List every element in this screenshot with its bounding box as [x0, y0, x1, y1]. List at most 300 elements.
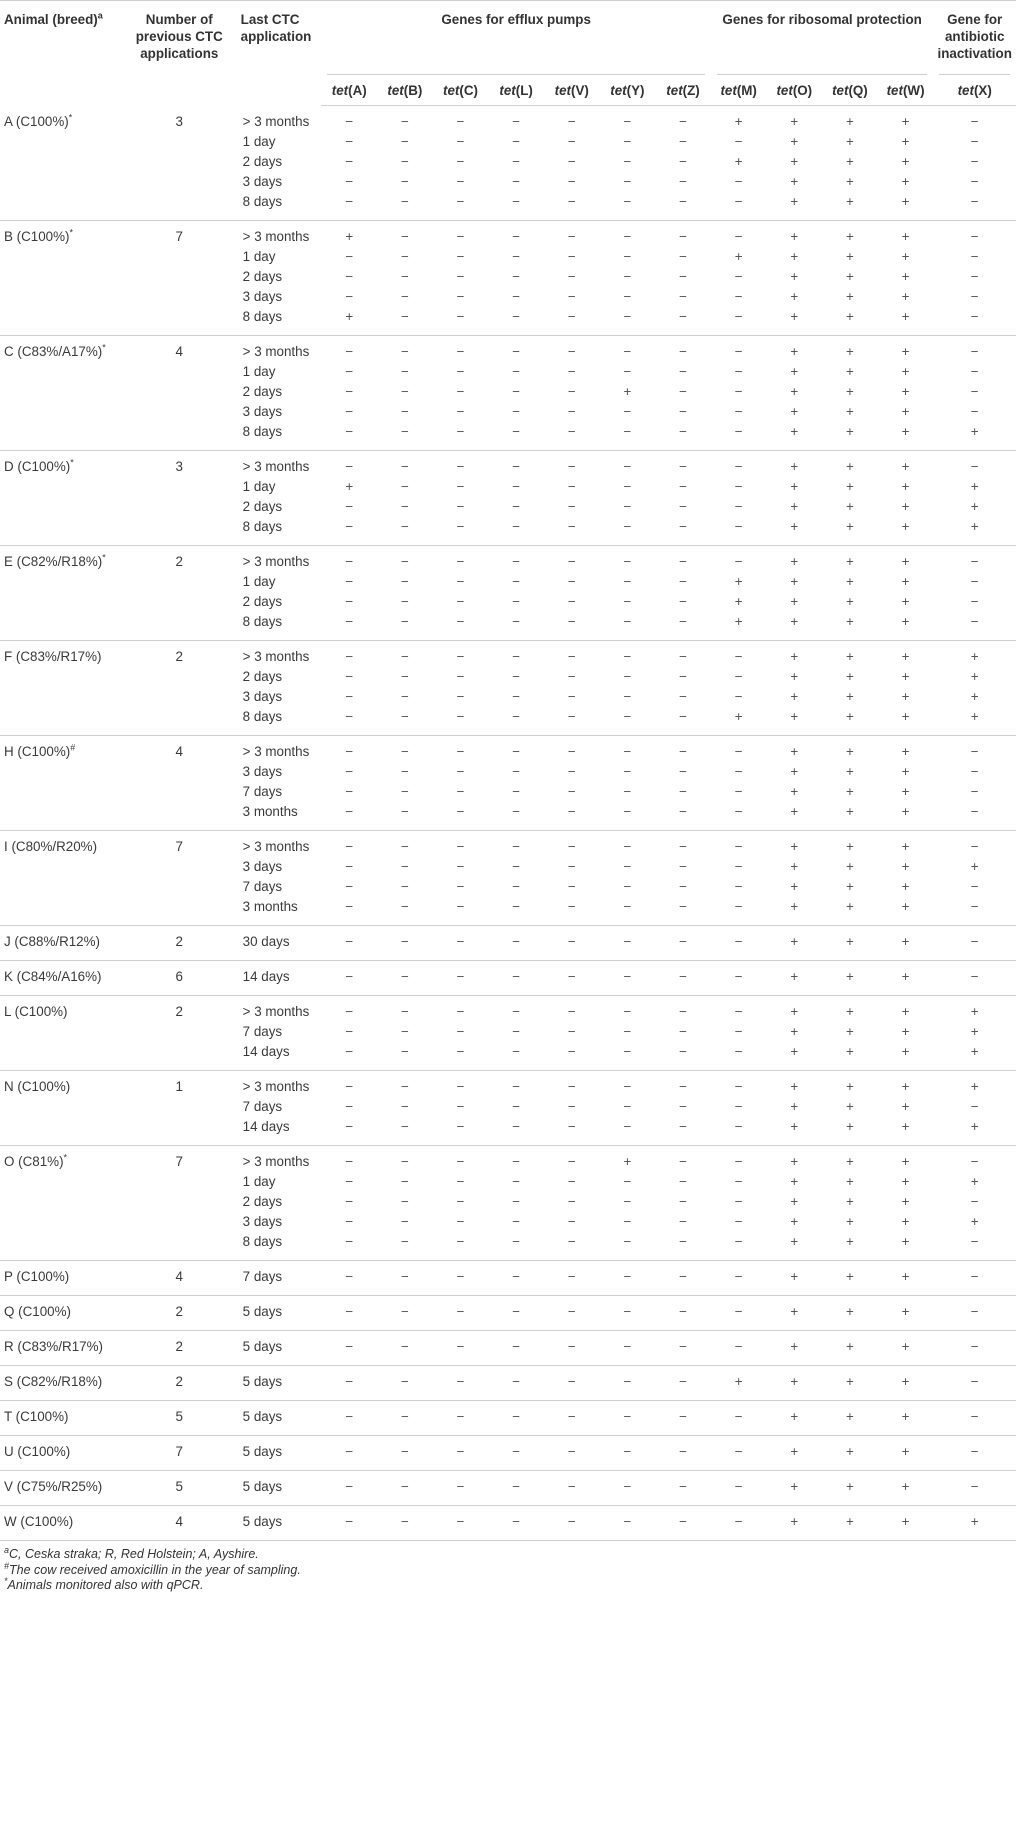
last-application-cell: 5 days [227, 1401, 322, 1436]
gene-result-cell: − [456, 154, 465, 169]
gene-result-cell: − [512, 1024, 521, 1039]
animal-cell [0, 477, 132, 497]
gene-result-cell: + [846, 1174, 854, 1189]
table-row [0, 1022, 1016, 1042]
gene-result-cell: − [655, 307, 711, 336]
gene-result-cell: − [567, 784, 576, 799]
last-application-cell: 8 days [227, 422, 322, 451]
gene-result-cell: − [544, 926, 600, 961]
gene-result-cell: − [655, 1232, 711, 1261]
gene-result-cell: − [600, 1506, 656, 1541]
gene-result-cell: − [400, 554, 409, 569]
gene-result-cell: − [456, 859, 465, 874]
applications-count-cell: 7 [175, 1154, 183, 1169]
gene-result-cell: − [433, 1401, 489, 1436]
gene-result-cell: + [822, 517, 878, 546]
gene-result-cell: − [734, 404, 743, 419]
animal-cell [0, 1261, 132, 1296]
gene-result-cell: − [345, 1024, 354, 1039]
gene-result-cell: − [433, 961, 489, 996]
gene-header-y [600, 75, 656, 106]
gene-result-cell: − [623, 229, 632, 244]
gene-result-cell: − [679, 669, 687, 684]
gene-result-cell: − [567, 669, 576, 684]
applications-count-cell [132, 612, 227, 641]
gene-prefix: tet [720, 82, 737, 98]
gene-result-cell: + [970, 1174, 979, 1189]
animal-footnote-mark: * [69, 227, 74, 238]
gene-result-cell: − [600, 1232, 656, 1261]
applications-count-cell [132, 402, 227, 422]
gene-result-cell: − [623, 839, 632, 854]
gene-result-cell: − [433, 612, 489, 641]
gene-result-cell: − [488, 897, 544, 926]
applications-count-cell: 2 [132, 926, 227, 961]
gene-result-cell: − [970, 879, 979, 894]
animal-cell [0, 1232, 132, 1261]
last-application-cell: 2 days [242, 154, 283, 169]
gene-result-cell: − [623, 479, 632, 494]
gene-result-cell: − [321, 1366, 377, 1401]
gene-result-cell: − [456, 1004, 465, 1019]
gene-result-cell: − [600, 1436, 656, 1471]
gene-result-cell: + [901, 114, 910, 129]
gene-result-cell: − [345, 669, 354, 684]
gene-result-cell: − [567, 574, 576, 589]
applications-count-cell: 7 [175, 229, 183, 244]
gene-result-cell: + [970, 669, 979, 684]
gene-result-cell: + [766, 422, 822, 451]
gene-result-cell: − [400, 859, 409, 874]
gene-result-cell: − [679, 1214, 687, 1229]
gene-result-cell: + [766, 1232, 822, 1261]
gene-result-cell: − [567, 384, 576, 399]
animal-cell [0, 267, 132, 287]
gene-result-cell: − [400, 1024, 409, 1039]
gene-result-cell: − [567, 689, 576, 704]
animal-label: L (C100%) [4, 1004, 68, 1019]
footnotes [0, 1541, 1016, 1594]
gene-result-cell: − [544, 307, 600, 336]
gene-result-cell: + [822, 1117, 878, 1146]
gene-result-cell: − [567, 1214, 576, 1229]
gene-result-cell: + [822, 1232, 878, 1261]
table-row [0, 877, 1016, 897]
table-row [0, 762, 1016, 782]
gene-result-cell: − [970, 269, 979, 284]
gene-result-cell: − [488, 1436, 544, 1471]
animal-cell [0, 1022, 132, 1042]
gene-result-cell: − [400, 154, 409, 169]
applications-count-cell: 3 [175, 459, 183, 474]
gene-result-cell: − [623, 289, 632, 304]
gene-result-cell: − [345, 384, 354, 399]
gene-result-cell: − [377, 422, 433, 451]
gene-result-cell: + [878, 1471, 934, 1506]
gene-result-cell: + [878, 1232, 934, 1261]
gene-result-cell: − [456, 229, 465, 244]
gene-result-cell: + [846, 1154, 854, 1169]
last-application-cell: 3 months [227, 802, 322, 831]
gene-result-cell: + [846, 1024, 854, 1039]
gene-result-cell: + [846, 404, 854, 419]
gene-result-cell: − [567, 839, 576, 854]
gene-result-cell: − [433, 802, 489, 831]
applications-count-cell [132, 1172, 227, 1192]
table-row [0, 1071, 1016, 1098]
gene-result-cell: − [345, 459, 354, 474]
gene-result-cell: + [790, 499, 799, 514]
gene-result-cell: + [822, 926, 878, 961]
last-application-cell: 7 days [242, 1099, 283, 1114]
gene-result-cell: + [846, 1004, 854, 1019]
gene-result-cell: + [846, 649, 854, 664]
gene-result-cell: − [623, 114, 632, 129]
gene-result-cell: + [790, 839, 799, 854]
gene-result-cell: − [567, 404, 576, 419]
gene-result-cell: + [846, 269, 854, 284]
gene-result-cell: + [878, 192, 934, 221]
footnote-mark: # [4, 1560, 10, 1571]
gene-result-cell: − [512, 879, 521, 894]
gene-result-cell: + [901, 764, 910, 779]
gene-result-cell: − [321, 192, 377, 221]
gene-result-cell: + [901, 404, 910, 419]
gene-result-cell: − [400, 269, 409, 284]
gene-result-cell: − [734, 174, 743, 189]
gene-result-cell: − [679, 689, 687, 704]
gene-result-cell: − [567, 289, 576, 304]
gene-prefix: tet [776, 82, 793, 98]
gene-result-cell: − [377, 1261, 433, 1296]
gene-result-cell: − [734, 364, 743, 379]
gene-result-cell: − [679, 134, 687, 149]
gene-result-cell: + [878, 802, 934, 831]
gene-result-cell: − [679, 764, 687, 779]
last-application-cell: > 3 months [242, 554, 310, 569]
applications-count-cell [132, 1212, 227, 1232]
last-application-cell: 7 days [242, 1024, 283, 1039]
last-application-cell: > 3 months [242, 649, 310, 664]
gene-result-cell: − [933, 1261, 1016, 1296]
animal-label: O (C81%) [4, 1154, 64, 1169]
gene-result-cell: − [544, 897, 600, 926]
gene-result-cell: − [600, 1401, 656, 1436]
gene-result-cell: + [790, 594, 799, 609]
gene-prefix: tet [331, 82, 349, 98]
gene-result-cell: − [377, 1366, 433, 1401]
gene-result-cell: − [544, 612, 600, 641]
gene-header-z [655, 75, 711, 106]
last-application-cell: 14 days [227, 1042, 322, 1071]
gene-result-cell: − [711, 802, 767, 831]
gene-result-cell: − [567, 1174, 576, 1189]
table-row [0, 247, 1016, 267]
gene-result-cell: + [790, 1154, 799, 1169]
gene-result-cell: − [321, 1471, 377, 1506]
gene-result-cell: + [878, 1261, 934, 1296]
gene-result-cell: + [790, 1024, 799, 1039]
gene-result-cell: − [567, 649, 576, 664]
animal-cell [0, 802, 132, 831]
gene-result-cell: + [790, 249, 799, 264]
gene-result-cell: + [933, 1506, 1016, 1541]
last-application-cell: 5 days [227, 1366, 322, 1401]
gene-result-cell: − [970, 344, 979, 359]
animal-cell [0, 1071, 132, 1098]
gene-result-cell: − [734, 479, 743, 494]
table-row [0, 782, 1016, 802]
gene-result-cell: − [456, 459, 465, 474]
gene-result-cell: + [901, 364, 910, 379]
gene-result-cell: − [600, 1366, 656, 1401]
gene-result-cell: + [878, 961, 934, 996]
animal-cell [0, 687, 132, 707]
gene-result-cell: − [488, 517, 544, 546]
table-row [0, 1192, 1016, 1212]
gene-header-x [933, 75, 1016, 106]
gene-result-cell: − [400, 174, 409, 189]
gene-result-cell: − [711, 1506, 767, 1541]
gene-result-cell: + [878, 1117, 934, 1146]
gene-result-cell: − [321, 1506, 377, 1541]
gene-result-cell: + [790, 1099, 799, 1114]
gene-result-cell: − [970, 134, 979, 149]
gene-result-cell: − [456, 839, 465, 854]
table-row [0, 1331, 1016, 1366]
gene-result-cell: + [766, 961, 822, 996]
gene-suffix: (M) [736, 82, 757, 98]
gene-result-cell: − [567, 1004, 576, 1019]
gene-result-cell: − [623, 1079, 632, 1094]
gene-result-cell: + [790, 269, 799, 284]
gene-result-cell: − [970, 459, 979, 474]
gene-result-cell: − [400, 384, 409, 399]
gene-result-cell: + [846, 289, 854, 304]
gene-result-cell: + [901, 839, 910, 854]
applications-count-cell [132, 287, 227, 307]
applications-count-cell [132, 517, 227, 546]
last-application-cell: 8 days [227, 517, 322, 546]
gene-suffix: (Q) [848, 82, 868, 98]
applications-count-cell [132, 1042, 227, 1071]
gene-result-cell: − [655, 1506, 711, 1541]
gene-result-cell: + [766, 707, 822, 736]
gene-result-cell: − [512, 1214, 521, 1229]
gene-result-cell: − [623, 344, 632, 359]
gene-result-cell: + [846, 554, 854, 569]
gene-result-cell: − [345, 1194, 354, 1209]
gene-result-cell: − [433, 1506, 489, 1541]
gene-prefix: tet [610, 82, 627, 98]
gene-result-cell: − [512, 1194, 521, 1209]
gene-result-cell: − [377, 1471, 433, 1506]
table-row [0, 996, 1016, 1023]
header-animal: Animal (breed)$^a$ [0, 1, 132, 106]
table-row [0, 106, 1016, 133]
gene-result-cell: − [679, 554, 687, 569]
animal-cell [0, 831, 132, 858]
gene-result-cell: − [933, 802, 1016, 831]
gene-result-cell: − [734, 229, 743, 244]
animal-cell [0, 572, 132, 592]
gene-result-cell: − [970, 174, 979, 189]
gene-result-cell: − [623, 459, 632, 474]
gene-result-cell: − [488, 802, 544, 831]
footnote [0, 1560, 1016, 1579]
table-row [0, 1212, 1016, 1232]
gene-result-cell: − [321, 897, 377, 926]
gene-result-cell: − [567, 1024, 576, 1039]
gene-result-cell: − [711, 422, 767, 451]
applications-count-cell: 4 [175, 344, 183, 359]
gene-result-cell: + [901, 1214, 910, 1229]
applications-count-cell [132, 857, 227, 877]
gene-header-m [711, 75, 767, 106]
gene-result-cell: − [377, 1042, 433, 1071]
gene-result-cell: + [790, 289, 799, 304]
applications-count-cell [132, 1022, 227, 1042]
header-group-efflux-pumps: Genes for efflux pumps [321, 1, 710, 76]
gene-result-cell: + [878, 1331, 934, 1366]
last-application-cell: 1 day [242, 574, 276, 589]
table-row [0, 1042, 1016, 1071]
table-row [0, 961, 1016, 996]
gene-result-cell: − [433, 192, 489, 221]
gene-result-cell: − [567, 744, 576, 759]
gene-result-cell: + [822, 422, 878, 451]
gene-result-cell: + [878, 1296, 934, 1331]
gene-result-cell: + [822, 1042, 878, 1071]
applications-count-cell [132, 362, 227, 382]
applications-count-cell [132, 477, 227, 497]
gene-result-cell: − [345, 879, 354, 894]
gene-result-cell: − [400, 344, 409, 359]
gene-result-cell: − [970, 249, 979, 264]
gene-result-cell: − [623, 134, 632, 149]
gene-result-cell: + [790, 744, 799, 759]
table-row [0, 497, 1016, 517]
gene-result-cell: − [567, 554, 576, 569]
gene-result-cell: + [734, 154, 743, 169]
last-application-cell: 8 days [227, 1232, 322, 1261]
gene-result-cell: − [933, 1232, 1016, 1261]
gene-result-cell: + [933, 707, 1016, 736]
gene-result-cell: − [567, 134, 576, 149]
gene-result-cell: − [377, 1401, 433, 1436]
last-application-cell: 3 months [227, 897, 322, 926]
gene-result-cell: − [345, 1214, 354, 1229]
gene-result-cell: + [822, 192, 878, 221]
gene-result-cell: − [567, 1154, 576, 1169]
gene-result-cell: − [321, 1232, 377, 1261]
gene-result-cell: + [901, 269, 910, 284]
gene-result-cell: − [970, 384, 979, 399]
table-row [0, 857, 1016, 877]
gene-result-cell: − [345, 289, 354, 304]
gene-result-cell: − [456, 404, 465, 419]
gene-result-cell: − [488, 307, 544, 336]
applications-count-cell: 7 [175, 839, 183, 854]
gene-result-cell: − [623, 689, 632, 704]
applications-count-cell: 2 [132, 1331, 227, 1366]
gene-result-cell: − [512, 1079, 521, 1094]
gene-result-cell: − [544, 422, 600, 451]
gene-result-cell: − [400, 364, 409, 379]
table-header [0, 1, 1016, 106]
gene-prefix: tet [443, 82, 460, 98]
gene-result-cell: − [734, 839, 743, 854]
animal-cell [0, 1097, 132, 1117]
gene-result-cell: − [321, 1296, 377, 1331]
applications-count-cell: 4 [132, 1506, 227, 1541]
gene-result-cell: − [377, 926, 433, 961]
gene-result-cell: − [512, 289, 521, 304]
gene-result-cell: − [400, 689, 409, 704]
table-row [0, 1506, 1016, 1541]
gene-result-cell: − [970, 839, 979, 854]
gene-suffix: (B) [403, 82, 423, 98]
gene-result-cell: − [970, 404, 979, 419]
gene-result-cell: − [655, 961, 711, 996]
gene-result-cell: − [600, 961, 656, 996]
gene-result-cell: − [345, 344, 354, 359]
gene-result-cell: + [846, 134, 854, 149]
gene-result-cell: + [790, 554, 799, 569]
gene-result-cell: − [567, 174, 576, 189]
gene-result-cell: − [679, 249, 687, 264]
header-group-antibiotic-inactivation: Gene for antibiotic inactivation [933, 1, 1016, 76]
animal-cell [0, 857, 132, 877]
gene-result-cell: + [790, 764, 799, 779]
gene-result-cell: + [790, 344, 799, 359]
gene-result-cell: − [970, 114, 979, 129]
last-application-cell: > 3 months [242, 1079, 310, 1094]
table-row [0, 1436, 1016, 1471]
gene-result-cell: − [345, 1004, 354, 1019]
gene-result-cell: − [400, 114, 409, 129]
applications-count-cell [132, 782, 227, 802]
gene-result-cell: − [655, 1117, 711, 1146]
last-application-cell: 3 days [242, 1214, 283, 1229]
table-row [0, 1366, 1016, 1401]
gene-result-cell: − [345, 744, 354, 759]
gene-result-cell: − [970, 154, 979, 169]
gene-result-cell: − [623, 1174, 632, 1189]
gene-result-cell: − [734, 689, 743, 704]
table-row [0, 132, 1016, 152]
gene-result-cell: − [567, 479, 576, 494]
gene-result-cell: − [734, 669, 743, 684]
gene-result-cell: − [623, 499, 632, 514]
gene-result-cell: − [456, 1214, 465, 1229]
gene-result-cell: − [933, 1366, 1016, 1401]
gene-result-cell: − [456, 784, 465, 799]
last-application-cell: 2 days [242, 499, 283, 514]
table-row [0, 267, 1016, 287]
gene-result-cell: + [790, 574, 799, 589]
gene-header-l [488, 75, 544, 106]
gene-result-cell: + [766, 1471, 822, 1506]
gene-result-cell: − [970, 1099, 979, 1114]
gene-result-cell: − [711, 307, 767, 336]
gene-result-cell: + [878, 1506, 934, 1541]
animal-cell [0, 612, 132, 641]
gene-result-cell: − [970, 744, 979, 759]
gene-result-cell: − [400, 1079, 409, 1094]
gene-result-cell: − [512, 1174, 521, 1189]
animal-label: R (C83%/R17%) [4, 1339, 103, 1354]
